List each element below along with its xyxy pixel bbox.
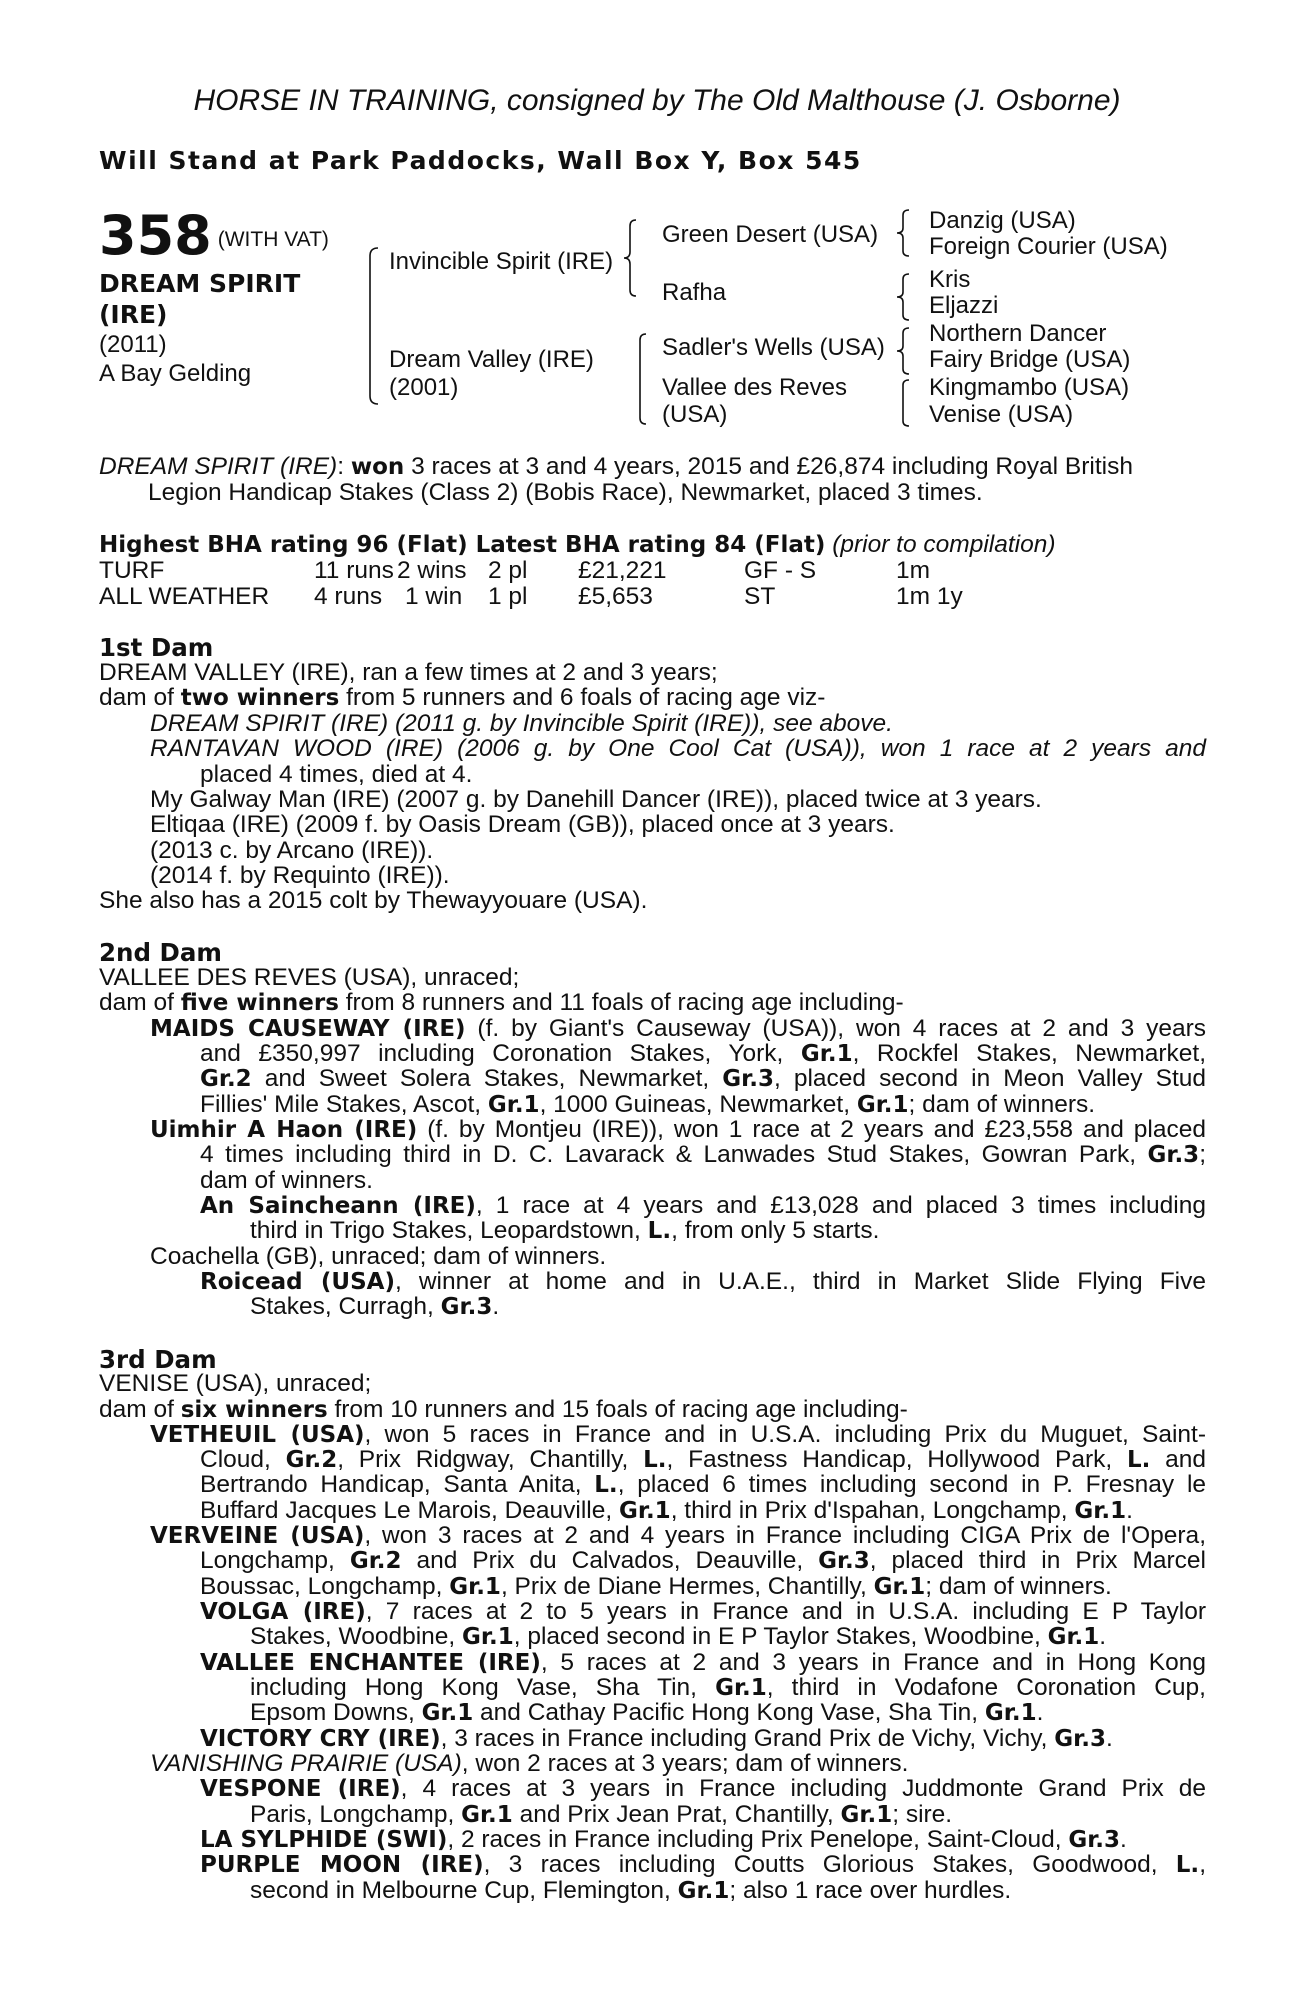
pedigree-brace-g2 <box>895 272 915 322</box>
third-dam-vetheuil-l4: Buffard Jacques Le Marois, Deauville, Gr.1, third in Prix d'Ispahan, Longchamp, Gr.1. <box>200 1497 1133 1524</box>
lot-info <box>99 204 329 388</box>
third-dam-verveine-l2: Longchamp, Gr.2 and Prix du Calvados, Deauville, Gr.3, placed third in Prix Marcel <box>200 1547 1206 1574</box>
third-dam-l1: VENISE (USA), unraced; <box>99 1370 372 1397</box>
pedigree-g1: Danzig (USA) <box>929 207 1076 234</box>
first-dam-l2: dam of two winners from 5 runners and 6 foals of racing age viz- <box>99 684 826 711</box>
first-dam-progeny-1: DREAM SPIRIT (IRE) (2011 g. by Invincible Spirit (IRE)), see above. <box>150 710 893 737</box>
third-dam-verveine-l3: Boussac, Longchamp, Gr.1, Prix de Diane Hermes, Chantilly, Gr.1; dam of winners. <box>200 1573 1112 1600</box>
third-dam-victory-cry: VICTORY CRY (IRE), 3 races in France including Grand Prix de Vichy, Vichy, Gr.3. <box>200 1725 1113 1752</box>
second-dam-maids-l1: MAIDS CAUSEWAY (IRE) (f. by Giant's Causeway (USA)), won 4 races at 2 and 3 years <box>150 1015 1206 1042</box>
third-dam-vespone-l2: Paris, Longchamp, Gr.1 and Prix Jean Prat, Chantilly, Gr.1; sire. <box>250 1801 953 1828</box>
second-dam-uimhir-l1: Uimhir A Haon (IRE) (f. by Montjeu (IRE)), won 1 race at 2 years and £23,558 and placed <box>150 1116 1206 1143</box>
foaling-year: (2011) <box>99 331 167 358</box>
second-dam-ansaincheann-l2: third in Trigo Stakes, Leopardstown, L., from only 5 starts. <box>250 1217 880 1244</box>
pedigree-g4: Eljazzi <box>929 292 999 319</box>
second-dam-l1: VALLEE DES REVES (USA), unraced; <box>99 964 520 991</box>
third-dam-purple-moon-l1: PURPLE MOON (IRE), 3 races including Coutts Glorious Stakes, Goodwood, L., <box>200 1851 1206 1878</box>
first-dam-footnote: She also has a 2015 colt by Thewayyouare (USA). <box>99 887 648 914</box>
pedigree-dam-dam: Vallee des Reves <box>662 374 847 401</box>
pedigree-dam: Dream Valley (IRE) <box>389 346 594 373</box>
stand-location: Will Stand at Park Paddocks, Wall Box Y, Box 545 <box>99 146 862 175</box>
second-dam-maids-l2: and £350,997 including Coronation Stakes, York, Gr.1, Rockfel Stakes, Newmarket, <box>200 1040 1207 1067</box>
second-dam-maids-l3: Gr.2 and Sweet Solera Stakes, Newmarket, Gr.3, placed second in Meon Valley Stud <box>200 1065 1206 1092</box>
pedigree-g8: Venise (USA) <box>929 401 1074 428</box>
pedigree-g2: Foreign Courier (USA) <box>929 233 1168 260</box>
second-dam-roicead-l2: Stakes, Curragh, Gr.3. <box>250 1293 500 1320</box>
second-dam-roicead-l1: Roicead (USA), winner at home and in U.A.E., third in Market Slide Flying Five <box>200 1268 1206 1295</box>
pedigree-g6: Fairy Bridge (USA) <box>929 346 1131 373</box>
summary-horse-name: DREAM SPIRIT (IRE) <box>99 453 338 480</box>
second-dam-heading: 2nd Dam <box>99 938 222 967</box>
horse-name-country: (IRE) <box>99 300 168 329</box>
second-dam-uimhir-l3: dam of winners. <box>200 1167 373 1194</box>
third-dam-vanishing-prairie: VANISHING PRAIRIE (USA), won 2 races at 3 years; dam of winners. <box>150 1750 909 1777</box>
pedigree-brace-g1 <box>895 208 915 258</box>
first-dam-heading: 1st Dam <box>99 633 214 662</box>
first-dam-progeny-6: (2014 f. by Requinto (IRE)). <box>150 862 450 889</box>
pedigree-sire-dam: Rafha <box>662 279 727 306</box>
second-dam-ansaincheann-l1: An Saincheann (IRE), 1 race at 4 years and £13,028 and placed 3 times including <box>200 1192 1206 1219</box>
third-dam-purple-moon-l2: second in Melbourne Cup, Flemington, Gr.1; also 1 race over hurdles. <box>250 1877 1012 1904</box>
third-dam-vallee-enchantee-l2: including Hong Kong Vase, Sha Tin, Gr.1, third in Vodafone Coronation Cup, <box>250 1674 1206 1701</box>
pedigree-dam-dam-country: (USA) <box>662 401 728 428</box>
first-dam-l1: DREAM VALLEY (IRE), ran a few times at 2 and 3 years; <box>99 659 718 686</box>
race-summary-line2: Legion Handicap Stakes (Class 2) (Bobis Race), Newmarket, placed 3 times. <box>148 479 983 506</box>
third-dam-volga-l2: Stakes, Woodbine, Gr.1, placed second in E P Taylor Stakes, Woodbine, Gr.1. <box>250 1623 1107 1650</box>
third-dam-vallee-enchantee-l1: VALLEE ENCHANTEE (IRE), 5 races at 2 and 3 years in France and in Hong Kong <box>200 1649 1206 1676</box>
pedigree-brace-sire <box>622 218 642 298</box>
pedigree-g7: Kingmambo (USA) <box>929 374 1130 401</box>
third-dam-vetheuil-l3: Bertrando Handicap, Santa Anita, L., placed 6 times including second in P. Fresnay le <box>200 1471 1207 1498</box>
second-dam-maids-l4: Fillies' Mile Stakes, Ascot, Gr.1, 1000 Guineas, Newmarket, Gr.1; dam of winners. <box>200 1091 1096 1118</box>
race-summary-line1: DREAM SPIRIT (IRE): won 3 races at 3 and 4 years, 2015 and £26,874 including Royal British <box>99 453 1133 480</box>
ratings-row-surface: ALL WEATHER <box>99 583 270 610</box>
pedigree-sire-sire: Green Desert (USA) <box>662 221 879 248</box>
third-dam-vespone-l1: VESPONE (IRE), 4 races at 3 years in France including Juddmonte Grand Prix de <box>200 1775 1206 1802</box>
horse-name: DREAM SPIRIT <box>99 269 301 298</box>
catalogue-page: HORSE IN TRAINING, consigned by The Old Malthouse (J. Osborne) Will Stand at Park Paddocks, Wall Box Y, Box 545 358 (WITH VAT) DREAM SPIRIT (IRE) (2011) A Bay Gelding Invincible Spirit (IRE) Dream Valley (IRE) (2001) Green Desert (USA) Rafha Sadler's Wells (USA) Vallee des Reves (USA) Danzig (USA) Foreign Courier (USA) Kris Eljazzi Northern Dancer Fairy Bridge (USA) Kingmambo (USA) Venise (USA) DREAM SPIRIT (IRE): won 3 races at 3 and 4 years, 2015 and £26,874 including Royal British Legion Handicap Stakes (Class 2) (Bobis Race), Newmarket, placed 3 times. Highest BHA rating 96 (Flat) Latest BHA rating 84 (Flat) (prior to compilation) TURF 11 runs 2 wins 2 pl £21,221 GF - S 1m ALL WEATHER 4 runs 1 win 1 pl £5,653 ST 1m 1y 1st Dam DREAM VALLEY (IRE), ran a few times at 2 and 3 years; dam of two winners from 5 runners and 6 foals of racing age viz- DREAM SPIRIT (IRE) (2011 g. by Invincible Spirit (IRE)), see above. RANTAVAN WOOD (IRE) (2006 g. by One Cool Cat (USA)), won 1 race at 2 years and placed 4 times, died at 4. My Galway Man (IRE) (2007 g. by Danehill Dancer (IRE)), placed twice at 3 years. Eltiqaa (IRE) (2009 f. by Oasis Dream (GB)), placed once at 3 years. (2013 c. by Arcano (IRE)). (2014 f. by Requinto (IRE)). She also has a 2015 colt by Thewayyouare (USA). 2nd Dam VALLEE DES REVES (USA), unraced; dam of five winners from 8 runners and 11 foals of racing age including- MAIDS CAUSEWAY (IRE) (f. by Giant's Causeway (USA)), won 4 races at 2 and 3 years and £350,997 including Coronation Stakes, York, Gr.1, Rockfel Stakes, Newmarket, Gr.2 and Sweet Solera Stakes, Newmarket, Gr.3, placed second in Meon Valley Stud Fillies' Mile Stakes, Ascot, Gr.1, 1000 Guineas, Newmarket, Gr.1; dam of winners. Uimhir A Haon (IRE) (f. by Montjeu (IRE)), won 1 race at 2 years and £23,558 and placed 4 times including third in D. C. Lavarack & Lanwades Stud Stakes, Gowran Park, Gr.3; dam of winners. An Saincheann (IRE), 1 race at 4 years and £13,028 and placed 3 times including third in Trigo Stakes, Leopardstown, L., from only 5 starts. Coachella (GB), unraced; dam of winners. Roicead (USA), winner at home and in U.A.E., third in Market Slide Flying Five Stakes, Curragh, Gr.3. 3rd Dam VENISE (USA), unraced; dam of six winners from 10 runners and 15 foals of racing age including- VETHEUIL (USA), won 5 races in France and in U.S.A. including Prix du Muguet, Saint- Cloud, Gr.2, Prix Ridgway, Chantilly, L., Fastness Handicap, Hollywood Park, L. and Bertrando Handicap, Santa Anita, L., placed 6 times including second in P. Fresnay le Buffard Jacques Le Marois, Deauville, Gr.1, third in Prix d'Ispahan, Longchamp, Gr.1. VERVEINE (USA), won 3 races at 2 and 4 years in France including CIGA Prix de l'Opera, Longchamp, Gr.2 and Prix du Calvados, Deauville, Gr.3, placed third in Prix Marcel Boussac, Longchamp, Gr.1, Prix de Diane Hermes, Chantilly, Gr.1; dam of winners. VOLGA (IRE), 7 races at 2 to 5 years in France and in U.S.A. including E P Taylor Stakes, Woodbine, Gr.1, placed second in E P Taylor Stakes, Woodbine, Gr.1. VALLEE ENCHANTEE (IRE), 5 races at 2 and 3 years in France and in Hong Kong including Hong Kong Vase, Sha Tin, Gr.1, third in Vodafone Coronation Cup, Epsom Downs, Gr.1 and Cathay Pacific Hong Kong Vase, Sha Tin, Gr.1. VICTORY CRY (IRE), 3 races in France including Grand Prix de Vichy, Vichy, Gr.3. VANISHING PRAIRIE (USA), won 2 races at 3 years; dam of winners. VESPONE (IRE), 4 races at 3 years in France including Juddmonte Grand Prix de Paris, Longchamp, Gr.1 and Prix Jean Prat, Chantilly, Gr.1; sire. LA SYLPHIDE (SWI), 2 races in France including Prix Penelope, Saint-Cloud, Gr.3. PURPLE MOON (IRE), 3 races including Coutts Glorious Stakes, Goodwood, L., second in Melbourne Cup, Flemington, Gr.1; also 1 race over hurdles. <box>0 0 1314 2000</box>
first-dam-progeny-2b: placed 4 times, died at 4. <box>200 761 473 788</box>
ratings-row-surface: TURF <box>99 557 165 584</box>
third-dam-l2: dam of six winners from 10 runners and 15 foals of racing age including- <box>99 1396 908 1423</box>
lot-number: 358 <box>99 204 212 267</box>
first-dam-progeny-5: (2013 c. by Arcano (IRE)). <box>150 837 434 864</box>
consignor-title: HORSE IN TRAINING, consigned by The Old Malthouse (J. Osborne) <box>193 84 1121 117</box>
third-dam-vetheuil-l2: Cloud, Gr.2, Prix Ridgway, Chantilly, L., Fastness Handicap, Hollywood Park, L. and <box>200 1446 1206 1473</box>
pedigree-brace-g3 <box>895 326 915 376</box>
second-dam-uimhir-l2: 4 times including third in D. C. Lavarack & Lanwades Stud Stakes, Gowran Park, Gr.3; <box>200 1141 1206 1168</box>
third-dam-heading: 3rd Dam <box>99 1345 217 1374</box>
pedigree-dam-sire: Sadler's Wells (USA) <box>662 334 885 361</box>
third-dam-la-sylphide: LA SYLPHIDE (SWI), 2 races in France including Prix Penelope, Saint-Cloud, Gr.3. <box>200 1826 1127 1853</box>
pedigree-g5: Northern Dancer <box>929 320 1107 347</box>
second-dam-l2: dam of five winners from 8 runners and 11 foals of racing age including- <box>99 989 904 1016</box>
third-dam-volga-l1: VOLGA (IRE), 7 races at 2 to 5 years in France and in U.S.A. including E P Taylor <box>200 1598 1206 1625</box>
pedigree-brace-g4 <box>895 378 915 428</box>
pedigree-dam-year: (2001) <box>389 374 459 401</box>
third-dam-vallee-enchantee-l3: Epsom Downs, Gr.1 and Cathay Pacific Hong Kong Vase, Sha Tin, Gr.1. <box>250 1699 1044 1726</box>
pedigree-brace-dam <box>634 332 654 426</box>
vat-note: (WITH VAT) <box>217 228 329 251</box>
pedigree-g3: Kris <box>929 266 971 293</box>
pedigree-sire: Invincible Spirit (IRE) <box>389 248 614 275</box>
third-dam-vetheuil-l1: VETHEUIL (USA), won 5 races in France and in U.S.A. including Prix du Muguet, Saint- <box>150 1421 1206 1448</box>
first-dam-progeny-2: RANTAVAN WOOD (IRE) (2006 g. by One Cool Cat (USA)), won 1 race at 2 years and <box>150 735 1206 762</box>
rating-heading: Highest BHA rating 96 (Flat) Latest BHA rating 84 (Flat) (prior to compilation) <box>99 531 1056 558</box>
first-dam-progeny-3: My Galway Man (IRE) (2007 g. by Danehill Dancer (IRE)), placed twice at 3 years. <box>150 786 1042 813</box>
third-dam-verveine-l1: VERVEINE (USA), won 3 races at 2 and 4 years in France including CIGA Prix de l'Opera, <box>150 1522 1206 1549</box>
horse-description: A Bay Gelding <box>99 360 252 387</box>
first-dam-progeny-4: Eltiqaa (IRE) (2009 f. by Oasis Dream (GB)), placed once at 3 years. <box>150 811 895 838</box>
second-dam-coachella: Coachella (GB), unraced; dam of winners. <box>150 1243 607 1270</box>
pedigree-bracket-main <box>366 246 386 406</box>
